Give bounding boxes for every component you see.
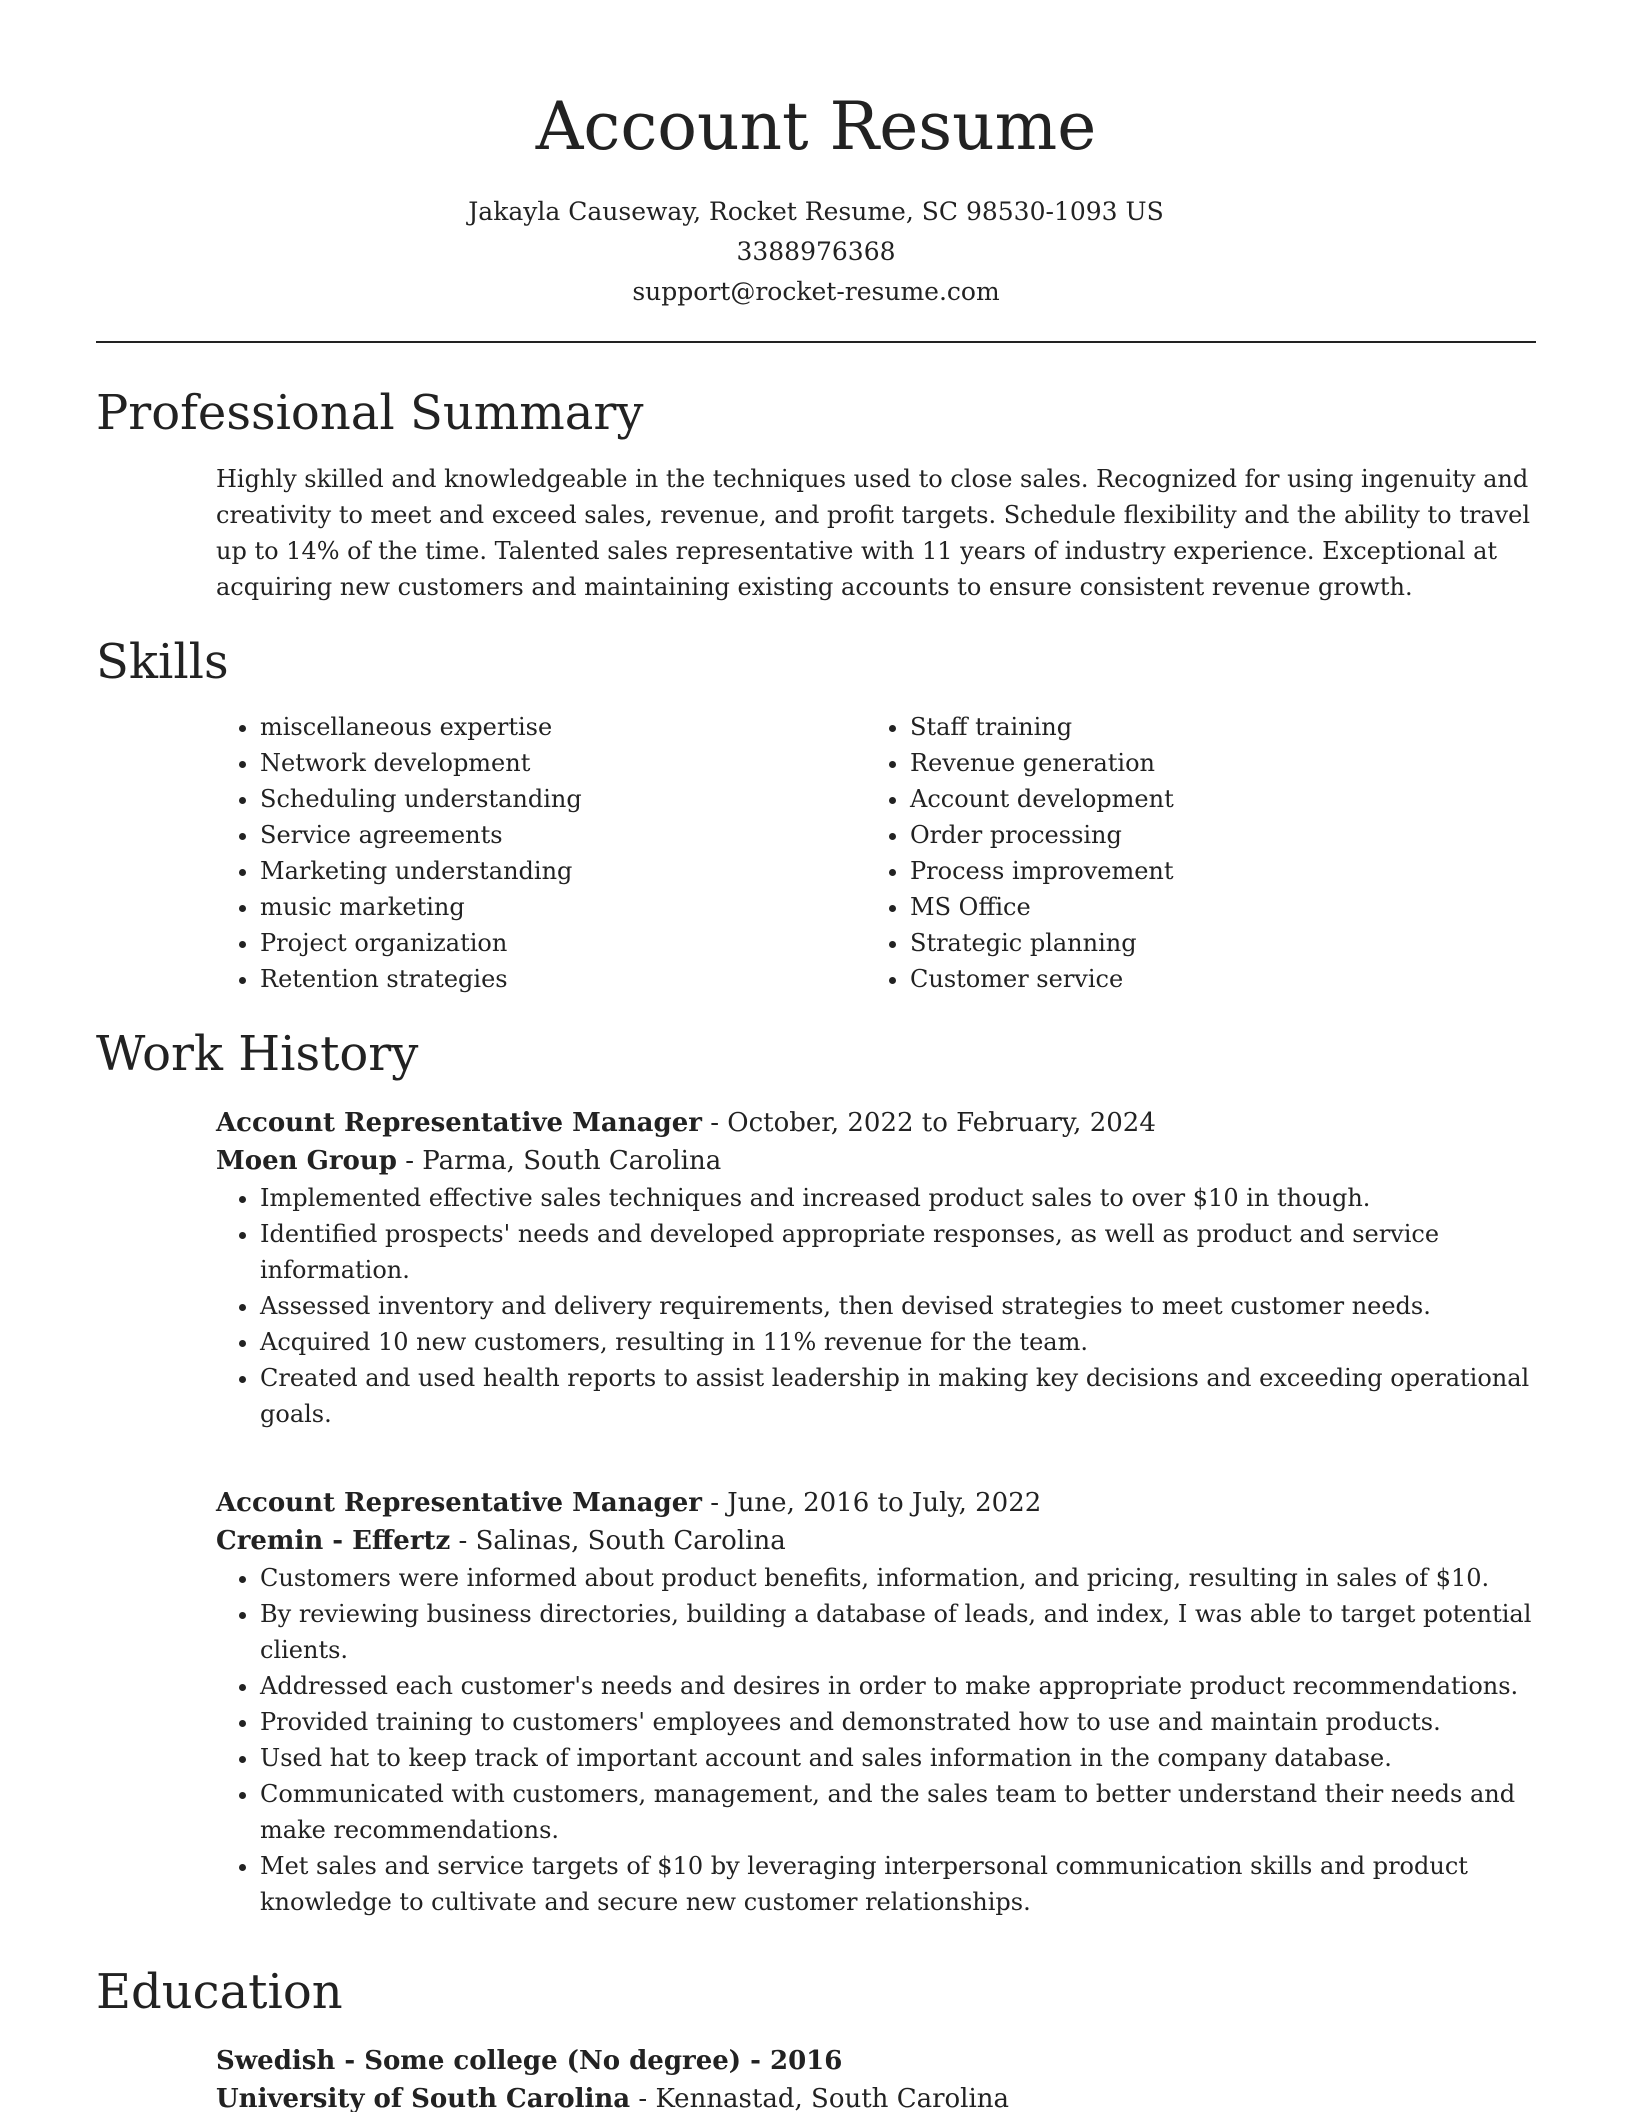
job-company: Cremin - Effertz <box>216 1526 451 1556</box>
skill-item: • Customer service <box>910 961 1486 997</box>
job-bullet: • Communicated with customers, management, and the sales team to better understand their needs and make recommendations. <box>260 1776 1536 1848</box>
education-school-line <box>216 2080 1536 2112</box>
job-bullet: • Created and used health reports to assist leadership in making key decisions and exceeding operational goals. <box>260 1360 1536 1432</box>
skill-item: • Strategic planning <box>910 925 1486 961</box>
job-title-line <box>216 1484 1536 1522</box>
job-company-line <box>216 1142 1536 1180</box>
job-bullet: • Met sales and service targets of $10 by leveraging interpersonal communication skills and product knowledge to cultivate and secure new customer relationships. <box>260 1848 1536 1920</box>
job-bullets <box>216 1560 1536 1920</box>
skill-item: • MS Office <box>910 889 1486 925</box>
skill-item: • Revenue generation <box>910 745 1486 781</box>
skill-item: • Network development <box>260 745 836 781</box>
job-title: Account Representative Manager <box>216 1108 702 1138</box>
job-bullet: • Customers were informed about product benefits, information, and pricing, resulting in sales of $10. <box>260 1560 1536 1596</box>
education-line: Swedish - Some college (No degree) - 2016 <box>216 2046 843 2076</box>
job-dates: - June, 2016 to July, 2022 <box>701 1488 1042 1518</box>
skills-right-list <box>866 709 1486 997</box>
skill-item: • Scheduling understanding <box>260 781 836 817</box>
job-bullet: • Assessed inventory and delivery requirements, then devised strategies to meet customer needs. <box>260 1288 1536 1324</box>
job-bullet: • Implemented effective sales techniques and increased product sales to over $10 in though. <box>260 1180 1536 1216</box>
skill-item: • Project organization <box>260 925 836 961</box>
contact-info <box>0 192 1632 312</box>
work-heading: Work History <box>96 1026 419 1082</box>
job-entry <box>216 1484 1536 1920</box>
skill-item: • Marketing understanding <box>260 853 836 889</box>
skill-item: • Retention strategies <box>260 961 836 997</box>
job-bullet: • Used hat to keep track of important account and sales information in the company database. <box>260 1740 1536 1776</box>
job-bullet: • Acquired 10 new customers, resulting in 11% revenue for the team. <box>260 1324 1536 1360</box>
header-divider <box>96 341 1536 343</box>
job-bullet: • Identified prospects' needs and developed appropriate responses, as well as product and service information. <box>260 1216 1536 1288</box>
job-dates: - October, 2022 to February, 2024 <box>701 1108 1156 1138</box>
skill-item: • Account development <box>910 781 1486 817</box>
contact-address: Jakayla Causeway, Rocket Resume, SC 98530-1093 US <box>468 197 1164 226</box>
skill-item: • miscellaneous expertise <box>260 709 836 745</box>
job-location: - Parma, South Carolina <box>396 1146 722 1176</box>
job-company: Moen Group <box>216 1146 397 1176</box>
skills-left-column <box>216 709 836 997</box>
job-title: Account Representative Manager <box>216 1488 702 1518</box>
skills-right-column <box>866 709 1486 997</box>
contact-phone: 3388976368 <box>736 237 896 266</box>
job-location: - Salinas, South Carolina <box>450 1526 786 1556</box>
summary-heading: Professional Summary <box>96 385 644 441</box>
job-bullets <box>216 1180 1536 1432</box>
education-entry <box>216 2042 1536 2112</box>
job-title-line <box>216 1104 1536 1142</box>
job-bullet: • Provided training to customers' employees and demonstrated how to use and maintain products. <box>260 1704 1536 1740</box>
job-company-line <box>216 1522 1536 1560</box>
job-bullet: • By reviewing business directories, building a database of leads, and index, I was able to target potential clients. <box>260 1596 1536 1668</box>
summary-text: Highly skilled and knowledgeable in the techniques used to close sales. Recognized for using ingenuity and creativity to meet and exceed sales, revenue, and profit targets. Schedule flexibility and the ability to travel up to 14% of the time. Talented sales representative with 11 years of industry experience. Exceptional at acquiring new customers and maintaining existing accounts to ensure consistent revenue growth. <box>216 465 1531 601</box>
education-location: - Kennastad, South Carolina <box>630 2084 1010 2112</box>
education-school: University of South Carolina <box>216 2084 631 2112</box>
skill-item: • music marketing <box>260 889 836 925</box>
skills-heading: Skills <box>96 634 229 690</box>
job-bullet: • Addressed each customer's needs and desires in order to make appropriate product recommendations. <box>260 1668 1536 1704</box>
job-entry <box>216 1104 1536 1432</box>
education-heading: Education <box>96 1964 343 2020</box>
skills-left-list <box>216 709 836 997</box>
contact-email: support@rocket-resume.com <box>632 277 1000 306</box>
skill-item: • Order processing <box>910 817 1486 853</box>
skill-item: • Staff training <box>910 709 1486 745</box>
resume-header <box>0 0 1632 312</box>
skill-item: • Service agreements <box>260 817 836 853</box>
skill-item: • Process improvement <box>910 853 1486 889</box>
resume-title: Account Resume <box>535 88 1097 165</box>
